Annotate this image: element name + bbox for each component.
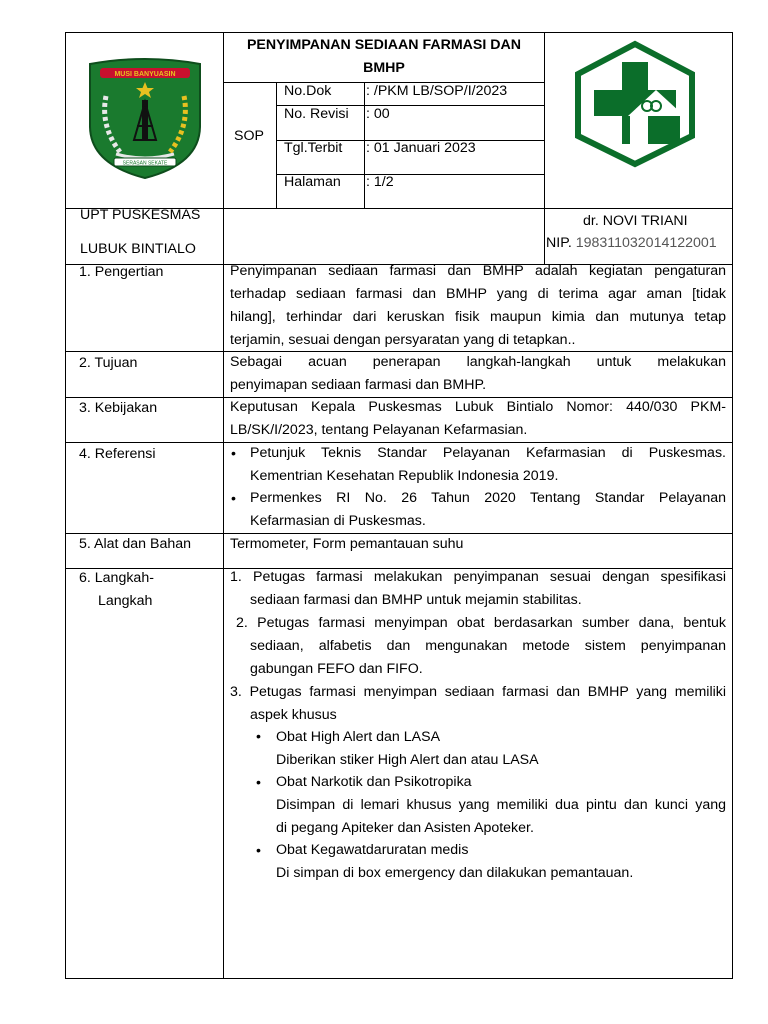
- step-3-sub-2-title: Obat Narkotik dan Psikotropika: [276, 774, 472, 790]
- section-referensi-label: 4. Referensi: [79, 446, 156, 462]
- section-alat-label: 5. Alat dan Bahan: [79, 536, 192, 552]
- referensi-bullet-2: •: [231, 491, 236, 507]
- revision-label: No. Revisi: [284, 106, 349, 122]
- pengertian-line-1: Penyimpanan sediaan farmasi dan BMHP adalah kegiatan pengaturan: [230, 263, 726, 279]
- kebijakan-line-2: LB/SK/I/2023, tentang Pelayanan Kefarmasian.: [230, 422, 528, 438]
- unit-name-line-1: UPT PUSKESMAS: [80, 207, 201, 223]
- section-langkah-label-line-1: 6. Langkah-: [79, 570, 154, 586]
- document-title-line-2: BMHP: [363, 60, 405, 76]
- step-2-line-3: gabungan FEFO dan FIFO.: [250, 661, 423, 677]
- step-3-sub-bullet-2: •: [256, 775, 261, 791]
- step-2-line-1: 2. Petugas farmasi menyimpan obat berdasarkan sumber dana, bentuk: [236, 615, 726, 631]
- crest-ribbon-text: SERASAN SEKATE: [122, 160, 168, 167]
- signer-nip: [546, 235, 717, 252]
- step-1-line-2: sediaan farmasi dan BMHP untuk mejamin stabilitas.: [250, 592, 582, 608]
- alat-text: Termometer, Form pemantauan suhu: [230, 536, 464, 552]
- step-3-sub-3-title: Obat Kegawatdaruratan medis: [276, 842, 469, 858]
- tujuan-line-1: Sebagai acuan penerapan langkah-langkah untuk melakukan: [230, 354, 726, 370]
- step-3-sub-3-desc: Di simpan di box emergency dan dilakukan pemantauan.: [276, 865, 634, 881]
- step-3-sub-bullet-3: •: [256, 843, 261, 859]
- revision-value: : 00: [366, 106, 390, 122]
- signer-name: dr. NOVI TRIANI: [583, 213, 688, 229]
- step-1-line-1: 1. Petugas farmasi melakukan penyimpanan sesuai dengan spesifikasi: [230, 569, 726, 585]
- signer-nip-value: 198311032014122001: [575, 235, 717, 251]
- step-3-sub-2-desc-line-1: Disimpan di lemari khusus yang memiliki dua pintu dan kunci yang: [276, 797, 726, 813]
- step-3-sub-bullet-1: •: [256, 729, 261, 745]
- step-3-sub-1-desc: Diberikan stiker High Alert dan atau LASA: [276, 752, 539, 768]
- sop-label: SOP: [234, 128, 264, 144]
- kebijakan-line-1: Keputusan Kepala Puskesmas Lubuk Bintialo Nomor: 440/030 PKM-: [230, 399, 726, 415]
- pengertian-line-2: terhadap sediaan farmasi dan BMHP yang di terima agar aman [tidak: [230, 286, 726, 302]
- document-title-line-1: PENYIMPANAN SEDIAAN FARMASI DAN: [246, 37, 522, 53]
- step-3-line-1: 3. Petugas farmasi menyimpan sediaan farmasi dan BMHP yang memiliki: [230, 684, 726, 700]
- page-value: : 1/2: [366, 174, 394, 190]
- section-pengertian-label: 1. Pengertian: [79, 264, 164, 280]
- step-3-sub-1-title: Obat High Alert dan LASA: [276, 729, 441, 745]
- puskesmas-cross-logo: [572, 40, 698, 168]
- crest-banner-text: MUSI BANYUASIN: [114, 71, 176, 78]
- tujuan-line-2: penyimapan sediaan farmasi dan BMHP.: [230, 377, 487, 393]
- referensi-item-1-line-1: Petunjuk Teknis Standar Pelayanan Kefarmasian di Puskesmas.: [250, 445, 726, 461]
- step-3-sub-2-desc-line-2: di pegang Apiteker dan Asisten Apoteker.: [276, 820, 534, 836]
- section-kebijakan-label: 3. Kebijakan: [79, 400, 158, 416]
- page-label: Halaman: [284, 174, 341, 190]
- issued-date-label: Tgl.Terbit: [284, 140, 343, 156]
- referensi-bullet-1: •: [231, 446, 236, 462]
- referensi-item-2-line-1: Permenkes RI No. 26 Tahun 2020 Tentang Standar Pelayanan: [250, 490, 726, 506]
- step-3-line-2: aspek khusus: [250, 707, 337, 723]
- doc-number-label: No.Dok: [284, 83, 332, 99]
- unit-name-line-2: LUBUK BINTIALO: [80, 241, 196, 257]
- regency-crest-logo: [86, 56, 204, 182]
- referensi-item-2-line-2: Kefarmasian di Puskesmas.: [250, 513, 426, 529]
- section-tujuan-label: 2. Tujuan: [79, 355, 138, 371]
- pengertian-line-4: terjamin, sesuai dengan persyaratan yang di tetapkan..: [230, 332, 576, 348]
- referensi-item-1-line-2: Kementrian Kesehatan Republik Indonesia 2019.: [250, 468, 559, 484]
- section-langkah-label-line-2: Langkah: [98, 593, 153, 609]
- pengertian-line-3: hilang], terhindar dari keruskan fisik maupun kimia dan mutunya tetap: [230, 309, 726, 325]
- issued-date-value: : 01 Januari 2023: [366, 140, 476, 156]
- step-2-line-2: sediaan, alfabetis dan mengunakan metode sistem penyimpanan: [250, 638, 726, 654]
- signer-nip-label: NIP.: [546, 235, 572, 251]
- doc-number-value: : /PKM LB/SOP/I/2023: [366, 83, 508, 99]
